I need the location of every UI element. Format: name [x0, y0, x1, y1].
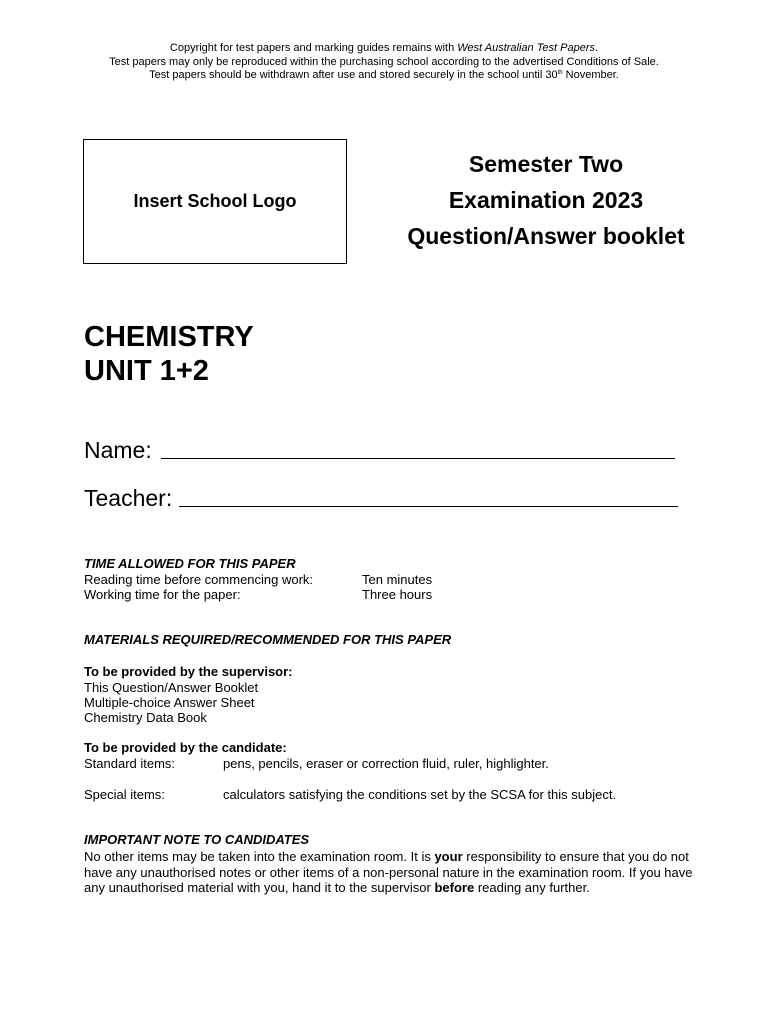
working-time-label: Working time for the paper: [84, 587, 241, 602]
supervisor-item: Multiple-choice Answer Sheet [84, 695, 255, 710]
exam-title [360, 146, 732, 254]
exam-title-line-3: Question/Answer booklet [407, 223, 685, 249]
important-note-heading: IMPORTANT NOTE TO CANDIDATES [84, 832, 310, 847]
teacher-field-line[interactable] [179, 506, 678, 507]
teacher-label: Teacher: [84, 485, 173, 511]
reading-time-value: Ten minutes [362, 572, 433, 587]
standard-items-label: Standard items: [84, 756, 176, 771]
subject-name: CHEMISTRY [84, 321, 254, 353]
logo-placeholder-text: Insert School Logo [133, 191, 297, 211]
subject-unit: UNIT 1+2 [84, 355, 209, 387]
time-allowed-heading: TIME ALLOWED FOR THIS PAPER [84, 556, 296, 571]
supervisor-item: Chemistry Data Book [84, 710, 207, 725]
publisher-name: West Australian Test Papers [457, 42, 596, 54]
school-logo-placeholder [83, 139, 347, 264]
reading-time-label: Reading time before commencing work: [84, 572, 314, 587]
special-items-value: calculators satisfying the conditions set by the SCSA for this subject. [223, 787, 617, 802]
exam-title-line-2: Examination 2023 [448, 187, 644, 213]
supervisor-heading: To be provided by the supervisor: [84, 664, 293, 679]
subject-title [84, 320, 254, 388]
standard-items-value: pens, pencils, eraser or correction fluid, ruler, highlighter. [223, 756, 549, 771]
name-label: Name: [84, 437, 152, 463]
copyright-notice [0, 42, 768, 83]
supervisor-item: This Question/Answer Booklet [84, 680, 259, 695]
exam-title-line-1: Semester Two [468, 151, 624, 177]
name-field-line[interactable] [161, 458, 675, 459]
materials-heading: MATERIALS REQUIRED/RECOMMENDED FOR THIS PAPER [84, 632, 452, 647]
working-time-value: Three hours [362, 587, 433, 602]
candidate-heading: To be provided by the candidate: [84, 740, 287, 755]
copyright-line-3: Test papers should be withdrawn after use and stored securely in the school until 30th November. [149, 69, 619, 81]
important-note-text: No other items may be taken into the examination room. It is your responsibility to ensure that you do not have any unauthorised notes or other items of a non-personal nature in the examination room. If you have any unauthorised material with you, hand it to the supervisor before reading any further. [84, 849, 693, 895]
copyright-line-1: Copyright for test papers and marking guides remains with West Australian Test Papers. [169, 42, 599, 54]
copyright-line-2: Test papers may only be reproduced within the purchasing school according to the advertised Conditions of Sale. [109, 55, 659, 68]
special-items-label: Special items: [84, 787, 165, 802]
